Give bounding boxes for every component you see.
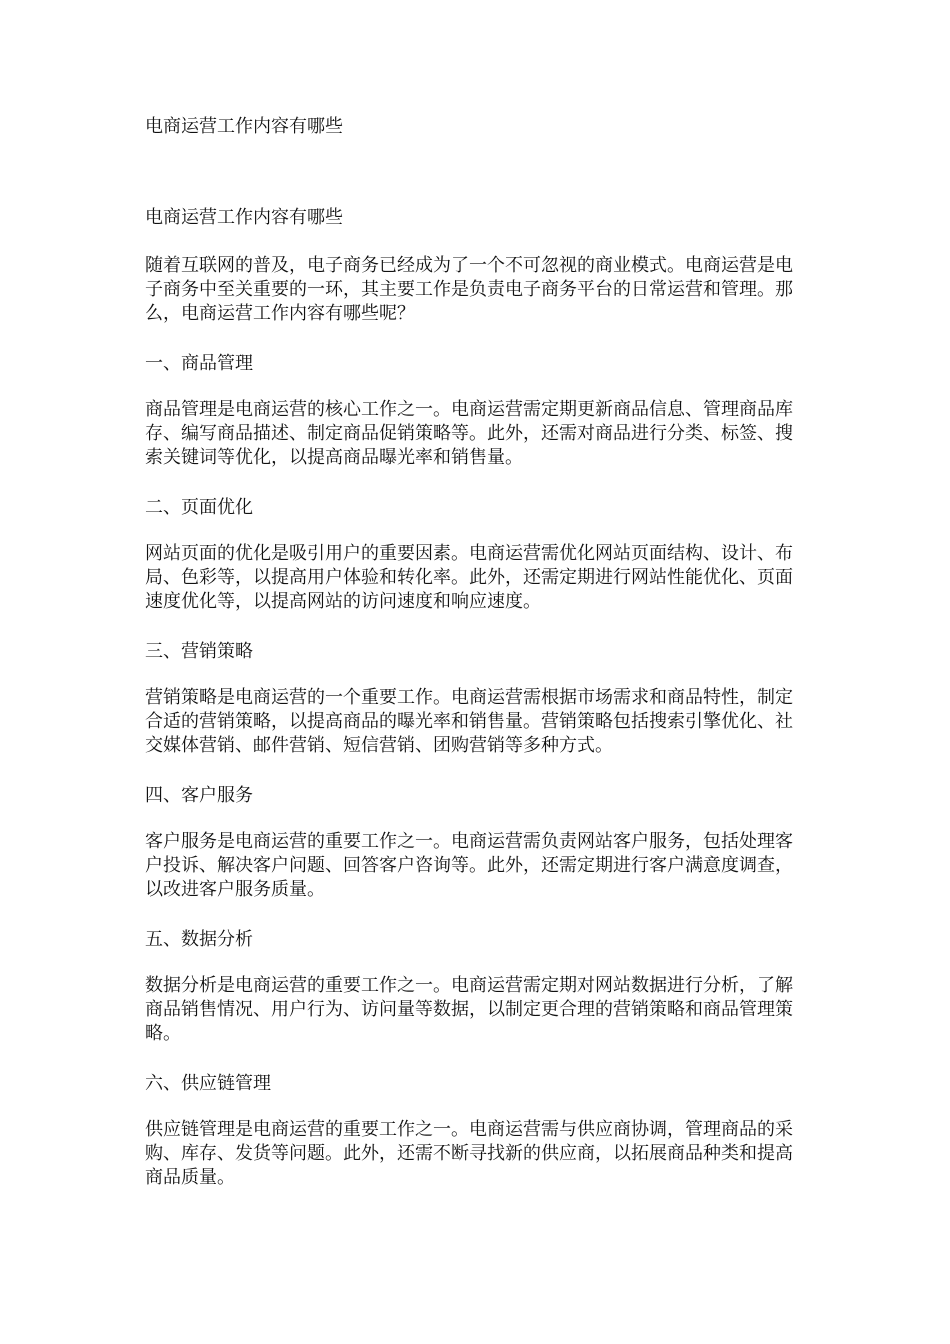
section-body-marketing-strategy: 营销策略是电商运营的一个重要工作。电商运营需根据市场需求和商品特性，制定合适的营销策略，以提高商品的曝光率和销售量。营销策略包括搜索引擎优化、社交媒体营销、邮件营销、短信营销、团购营销等多种方式。 xyxy=(145,687,793,756)
section-body-data-analysis: 数据分析是电商运营的重要工作之一。电商运营需定期对网站数据进行分析，了解商品销售情况、用户行为、访问量等数据，以制定更合理的营销策略和商品管理策略。 xyxy=(145,975,793,1044)
section-body-page-optimization: 网站页面的优化是吸引用户的重要因素。电商运营需优化网站页面结构、设计、布局、色彩等，以提高用户体验和转化率。此外，还需定期进行网站性能优化、页面速度优化等，以提高网站的访问速度和响应速度。 xyxy=(145,543,793,612)
section-heading-customer-service: 四、客户服务 xyxy=(145,785,253,806)
article-title: 电商运营工作内容有哪些 xyxy=(145,207,343,228)
intro-paragraph: 随着互联网的普及，电子商务已经成为了一个不可忽视的商业模式。电商运营是电子商务中至关重要的一环，其主要工作是负责电子商务平台的日常运营和管理。那么，电商运营工作内容有哪些呢？ xyxy=(145,255,793,324)
section-heading-marketing-strategy: 三、营销策略 xyxy=(145,641,253,662)
section-body-customer-service: 客户服务是电商运营的重要工作之一。电商运营需负责网站客户服务，包括处理客户投诉、解决客户问题、回答客户咨询等。此外，还需定期进行客户满意度调查，以改进客户服务质量。 xyxy=(145,831,793,900)
section-body-supply-chain: 供应链管理是电商运营的重要工作之一。电商运营需与供应商协调，管理商品的采购、库存、发货等问题。此外，还需不断寻找新的供应商，以拓展商品种类和提高商品质量。 xyxy=(145,1119,793,1188)
section-heading-product-management: 一、商品管理 xyxy=(145,353,253,374)
section-heading-supply-chain: 六、供应链管理 xyxy=(145,1073,271,1094)
section-heading-page-optimization: 二、页面优化 xyxy=(145,497,253,518)
document-title: 电商运营工作内容有哪些 xyxy=(145,116,343,137)
section-heading-data-analysis: 五、数据分析 xyxy=(145,929,253,950)
section-body-product-management: 商品管理是电商运营的核心工作之一。电商运营需定期更新商品信息、管理商品库存、编写商品描述、制定商品促销策略等。此外，还需对商品进行分类、标签、搜索关键词等优化，以提高商品曝光率和销售量。 xyxy=(145,399,793,468)
